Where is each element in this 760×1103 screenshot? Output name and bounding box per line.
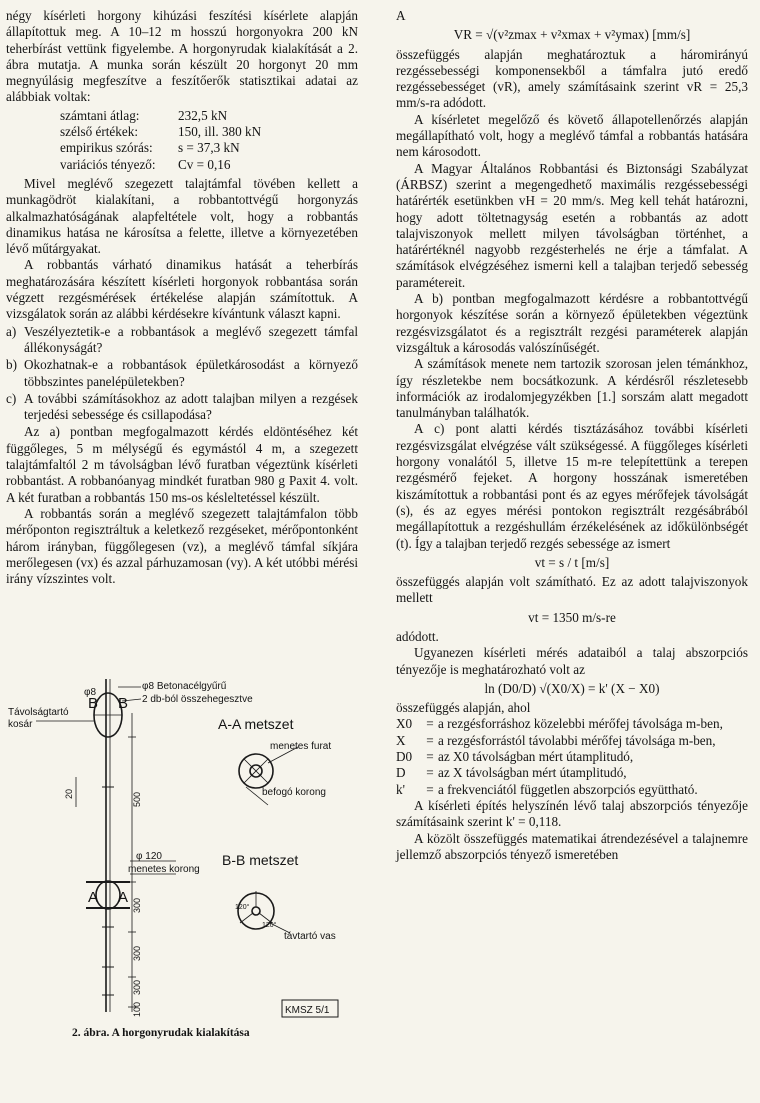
formula-absorption: ln (D0/D) √(X0/X) = k' (X − X0) — [484, 680, 660, 696]
paragraph: összefüggés alapján meghatároztuk a háromirányú rezgéssebességi komponensekből a támfalra jutó eredő rezgéssebességet (vR), amely számításaink szerint vR = 25,3 mm/s-ra adódott. — [396, 46, 748, 111]
paragraph: összefüggés alapján volt számítható. Ez az adott talajviszonyok mellett — [396, 574, 748, 606]
paragraph: A kísérletet megelőző és követő állapotellenőrzés alapján megállapítható volt, hogy a meglévő támfal a robbantás hatására nem károsodott. — [396, 111, 748, 160]
definition-text: a frekvenciától független abszorpciós együttható. — [438, 781, 698, 797]
paragraph: négy kísérleti horgony kihúzási feszítési kísérlete alapján állapítottuk meg. A 10–12 m hosszú horgonyokra 200 kN teherbírást vettünk figyelembe. A horgonyrudak kialakítását a 2. ábra mutatja. A munka során készült 20 horgonyt 20 mm megnyúlásig megfeszítve a feszítőerők statisztikai adatai az alábbiak voltak: — [6, 8, 358, 105]
list-item — [6, 324, 358, 357]
stat-label: variációs tényező: — [60, 156, 156, 172]
spacer-cage-lower — [96, 881, 120, 909]
figure-label: Távolságtartó — [8, 707, 69, 718]
list-marker: a) — [6, 323, 17, 339]
figure-label: A-A metszet — [218, 716, 294, 732]
list-marker: b) — [6, 357, 17, 373]
paragraph: összefüggés alapján, ahol — [396, 700, 531, 716]
stat-row — [60, 108, 358, 124]
figure-label: φ 120 — [136, 851, 162, 862]
left-column — [6, 8, 358, 587]
definition-text: a rezgésforráshoz közelebbi mérőfej távolsága m-ben, — [438, 716, 723, 732]
list-marker: c) — [6, 390, 17, 406]
figure-caption: 2. ábra. A horgonyrudak kialakítása — [72, 1027, 250, 1039]
stat-value: 150, ill. 380 kN — [178, 124, 262, 140]
figure-label: φ8 Betonacélgyűrű — [142, 681, 227, 692]
figure-label: B — [118, 695, 129, 712]
figure-label: B — [88, 695, 99, 712]
definition-symbol: k' — [396, 781, 405, 797]
formula-vt-value: vt = 1350 m/s-re — [528, 609, 616, 625]
formula-vr: VR = √(v²zmax + v²xmax + v²ymax) [mm/s] — [453, 27, 691, 43]
definition-symbol: D — [396, 765, 406, 781]
figure-label: B-B metszet — [222, 852, 299, 868]
dimension-label: 300 — [132, 897, 142, 913]
definition-symbol: X — [396, 732, 406, 748]
list-item — [6, 391, 358, 424]
stat-label: empirikus szórás: — [60, 140, 153, 156]
definition-item: k' = a frekvenciától független abszorpciós együttható. — [396, 782, 748, 798]
question-list — [6, 324, 358, 424]
paragraph: A — [396, 8, 406, 23]
dimension-label: 500 — [132, 791, 142, 807]
figure-label: kosár — [8, 719, 33, 730]
stat-row — [60, 157, 358, 173]
definition-text: az X0 távolságban mért útamplitudó, — [438, 749, 634, 765]
figure-label: A — [118, 889, 129, 906]
figure-label: menetes furat — [270, 741, 332, 752]
list-item — [6, 357, 358, 390]
figure-label: befogó korong — [262, 787, 326, 798]
paragraph: A c) pont alatti kérdés tisztázásához további kísérleti rezgésvizsgálat elvégzése vált szükségessé. A függőleges kísérleti horgony vonalától 5, illetve 15 m-re telepítettünk a terepen rezgésmérő fejeket. A horgony hosszának ismeretében kiszámítottuk a robbantási pont és az egyes mérőfejek távolságát (s), és az egyes mérési pontokon regisztrált rezgésábrából megállapítottuk a rezgéshullám érzékelésének az időkülönbségét (t). Így a talajban terjedő rezgés sebessége az ismert — [396, 421, 748, 551]
anchor-rod-figure — [6, 677, 358, 1022]
stat-value: s = 37,3 kN — [178, 140, 240, 156]
definition-text: a rezgésforrástól távolabbi mérőfej távolsága m-ben, — [438, 732, 716, 748]
definition-item: D = az X távolságban mért útamplitudó, — [396, 765, 748, 781]
paragraph: Mivel meglévő szegezett talajtámfal tövében kellett a munkagödröt kialakítani, a robbantottvégű horgonyzás alkalmazhatóságának alapfeltétele volt, hogy a robbantás dinamikus hatása ne károsítsa a felette, illetve a környezetében lévő műtárgyakat. — [6, 175, 358, 257]
definition-symbol: D0 — [396, 749, 413, 765]
figure-label: menetes korong — [128, 864, 200, 875]
definition-symbol: X0 — [396, 716, 413, 732]
dimension-label: 20 — [64, 788, 74, 799]
figure-label: φ8 — [84, 687, 97, 698]
definition-list — [396, 716, 748, 797]
figure-label: távtartó vas — [284, 931, 336, 942]
stat-label: szélső értékek: — [60, 124, 138, 140]
figure-label: 120° — [262, 922, 277, 929]
stat-row — [60, 124, 358, 140]
figure-label: 120° — [235, 904, 250, 911]
paragraph: A közölt összefüggés matematikai átrendezésével a talajnemre jellemző abszorpciós tényező ismeretében — [396, 830, 748, 862]
figure-label: KMSZ 5/1 — [285, 1005, 330, 1016]
paragraph: A b) pontban megfogalmazott kérdésre a robbantottvégű horgonyok készítése során a környező épületekben végeztünk rezgésvizsgálatot és a regisztrált rezgési paraméterek alapján vizsgáltuk a károsodás valószínűségét. — [396, 291, 748, 355]
paragraph: A kísérleti építés helyszínén lévő talaj abszorpciós tényezője számításaink szerint k' = 0,118. — [396, 797, 748, 830]
paragraph: Ugyanezen kísérleti mérés adataiból a talaj abszorpciós tényezője is meghatározható volt az — [396, 645, 748, 677]
figure-label: A — [88, 889, 99, 906]
definition-text: az X távolságban mért útamplitudó, — [438, 765, 627, 781]
statistics-table — [60, 108, 358, 173]
list-text: Okozhatnak-e a robbantások épületkárosodást a környező többszintes panelépületekben? — [24, 357, 358, 389]
stat-row — [60, 140, 358, 156]
dimension-label: 300 — [132, 945, 142, 961]
definition-item: X = a rezgésforrástól távolabbi mérőfej távolsága m-ben, — [396, 733, 748, 749]
dimension-label: 300 — [132, 979, 142, 995]
paragraph: A Magyar Általános Robbantási és Biztonsági Szabályzat (ÁRBSZ) szerint a megengedhető maximális rezgéssebességi határérték esetünkben vH = 20 mm/s. Meg kell tehát határozni, hogy adott töltetnagyság esetén a robbantás az adott talajviszonyok mellett milyen távolságban történhet, a határértéknél nagyobb rezgésterhelés ne érje a támfalat. A számítások elvégzéséhez ismerni kell a talajban terjedő sebesség paramétereit. — [396, 160, 748, 290]
list-text: A további számításokhoz az adott talajban milyen a rezgések terjedési sebessége és csillapodása? — [24, 390, 358, 423]
paragraph: adódott. — [396, 628, 439, 644]
paragraph: A számítások menete nem tartozik szorosan jelen témánkhoz, így részletekbe nem bocsátkozunk. A kérdésről részletesebb információk az irodalomjegyzékben [1.] sorszám alatt megadott tanulmányban találhatók. — [396, 356, 748, 421]
list-text: Veszélyeztetik-e a robbantások a meglévő szegezett támfal állékonyságát? — [24, 323, 358, 355]
dimension-label: 100 — [132, 1001, 142, 1017]
definition-item: X0 = a rezgésforráshoz közelebbi mérőfej távolsága m-ben, — [396, 716, 748, 732]
stat-label: számtani átlag: — [60, 107, 140, 123]
paragraph: Az a) pontban megfogalmazott kérdés eldöntéséhez két függőleges, 5 m mélységű és egymástól 4 m, a szegezett talajtámfaltól 2 m távolságban lévő furatban végeztünk kísérleti robbantást. A robbanóanyag mindkét furatban 980 g Paxit 4. volt. A két furatban a robbantás 150 ms-os késleltetéssel készült. — [6, 424, 358, 505]
figure-label: 2 db-ból összehegesztve — [142, 694, 253, 705]
stat-value: Cv = 0,16 — [178, 156, 231, 172]
right-column — [396, 8, 748, 863]
paragraph: A robbantás várható dinamikus hatását a teherbírás meghatározására készített kísérleti horgonyok robbantása során végzett rezgésmérések értékelése alapján számítottuk. A vizsgálatok során az alábbi kérdésekre kívántunk választ kapni. — [6, 257, 358, 322]
paragraph: A robbantás során a meglévő szegezett talajtámfalon több mérőponton regisztráltuk a keletkező rezgéseket, mérőpontonként három irányban, függőlegesen (vz), a meglévő támfal síkjára merőlegesen (vx) és azzal párhuzamosan (vy). A két utóbbi mérési irány vízszintes volt. — [6, 505, 358, 587]
definition-item: D0 = az X0 távolságban mért útamplitudó, — [396, 749, 748, 765]
stat-value: 232,5 kN — [178, 107, 228, 123]
formula-vt: vt = s / t [m/s] — [534, 554, 610, 570]
